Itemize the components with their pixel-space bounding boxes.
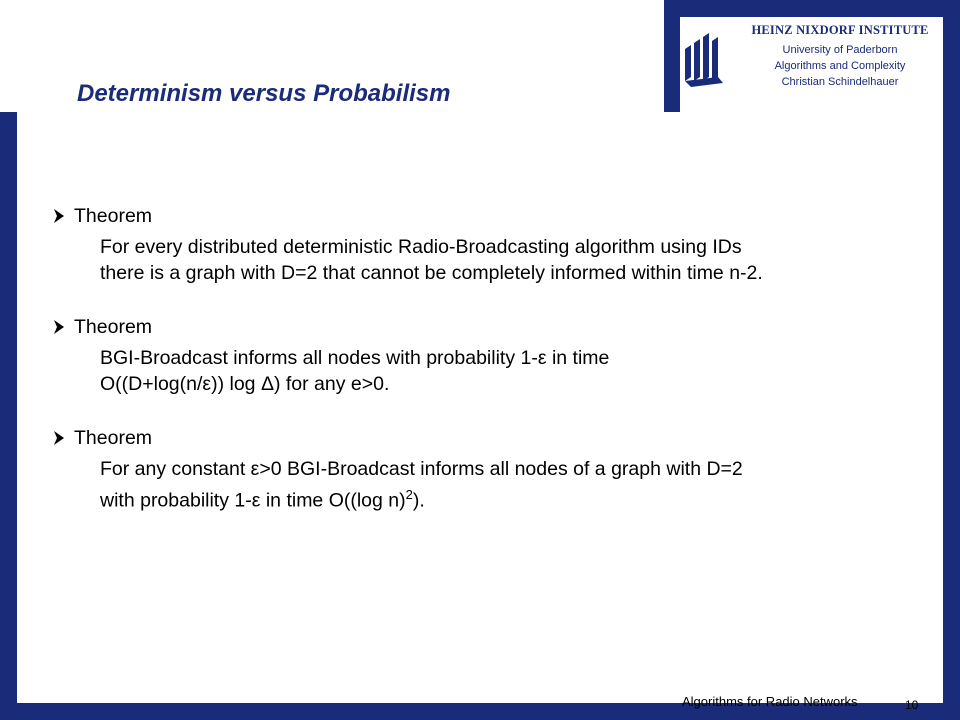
slide-title: Determinism versus Probabilism (77, 80, 451, 107)
arrow-bullet-icon (50, 203, 74, 229)
theorem-line: there is a graph with D=2 that cannot be completely informed within time n-2. (100, 262, 763, 284)
university-logo-icon (683, 27, 725, 87)
left-frame-bar (0, 112, 17, 720)
theorem-line: For every distributed deterministic Radio-Broadcasting algorithm using IDs (100, 236, 742, 258)
footer-course-title: Algorithms for Radio Networks (682, 694, 858, 709)
theorem-block (50, 425, 930, 514)
department-line: Algorithms and Complexity (774, 60, 906, 72)
arrow-bullet-icon (50, 425, 74, 451)
theorem-block (50, 314, 930, 397)
theorem-label: Theorem (74, 316, 153, 338)
author-line: Christian Schindelhauer (781, 76, 899, 88)
theorem-line-main: with probability 1-ε in time O((log n) (100, 489, 406, 512)
exponent: 2 (405, 487, 413, 502)
theorem-text (100, 345, 930, 397)
theorem-line-end: ). (412, 489, 425, 512)
theorem-line: O((D+log(n/ε)) log Δ) for any e>0. (100, 373, 390, 395)
institute-text (720, 23, 960, 90)
theorem-label: Theorem (74, 427, 153, 449)
theorem-line: BGI-Broadcast informs all nodes with probability 1-ε in time (100, 347, 610, 369)
institute-header-panel (680, 17, 943, 112)
arrow-bullet-icon (50, 314, 74, 340)
theorem-text (100, 234, 930, 286)
institute-name: HEINZ NIXDORF INSTITUTE (751, 23, 929, 37)
theorem-label: Theorem (74, 205, 153, 227)
slide-content (50, 203, 930, 542)
theorem-text (100, 456, 930, 514)
theorem-line (100, 482, 930, 514)
right-frame-bar (943, 112, 960, 720)
institute-header (664, 0, 960, 112)
theorem-line: For any constant ε>0 BGI-Broadcast informs all nodes of a graph with D=2 (100, 458, 743, 480)
page-number: 10 (905, 698, 919, 712)
theorem-block (50, 203, 930, 286)
university-line: University of Paderborn (782, 44, 898, 56)
